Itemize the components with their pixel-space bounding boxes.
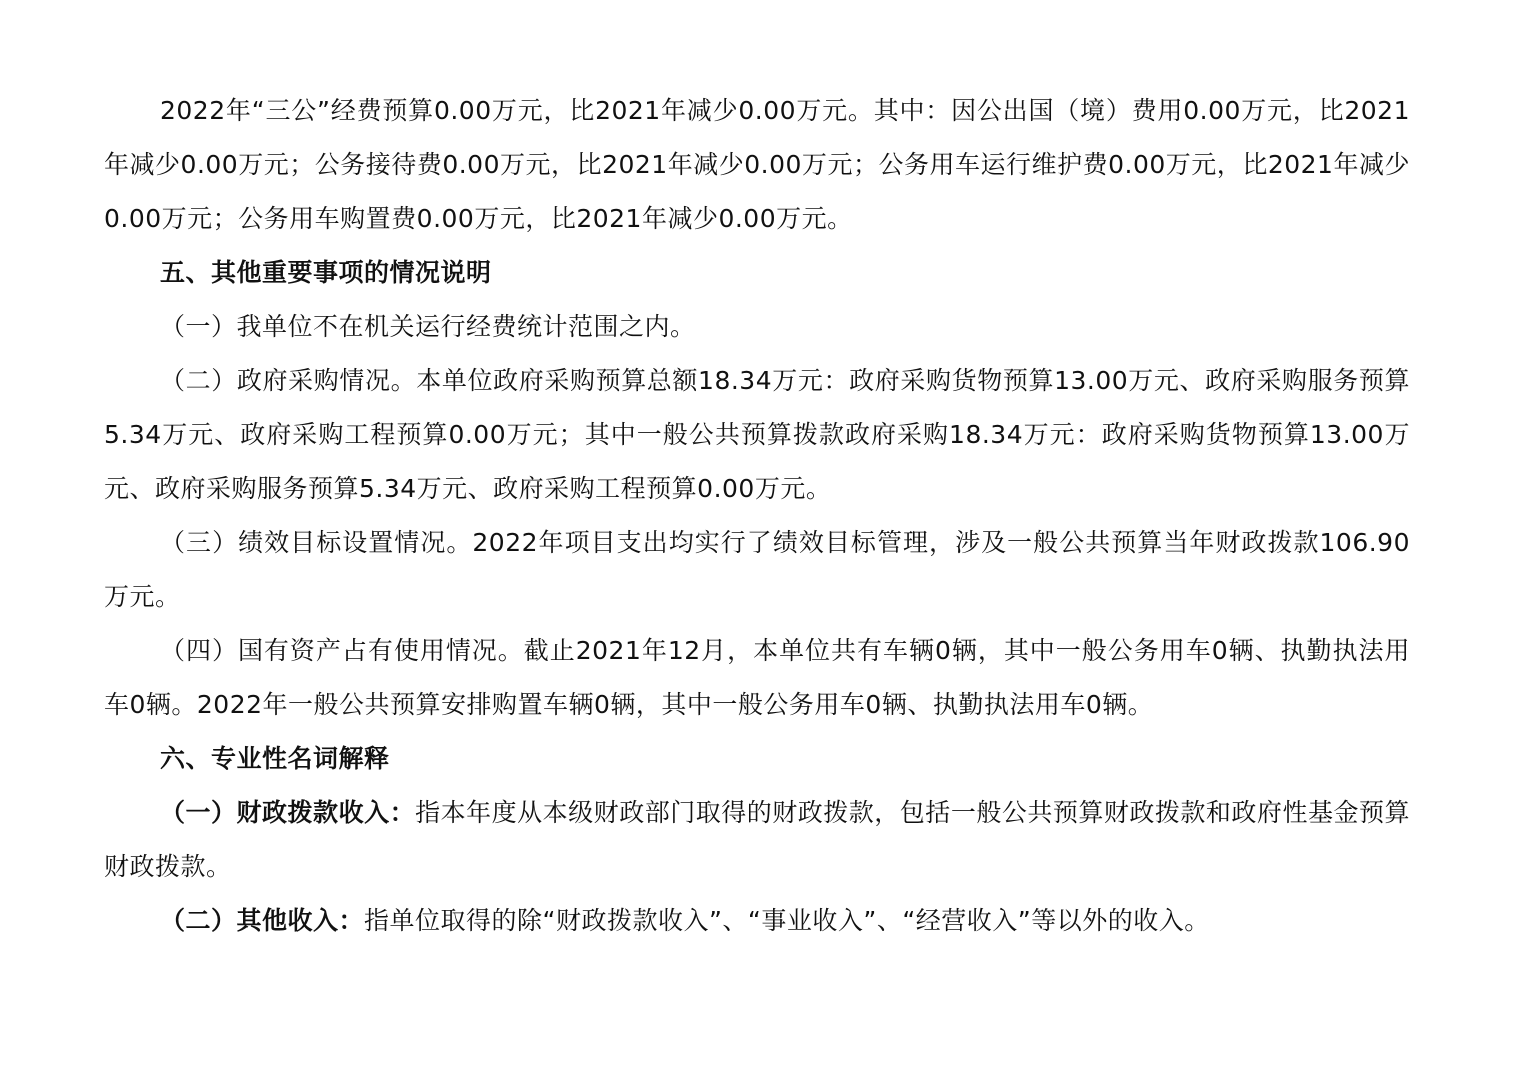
section-heading-6: 六、专业性名词解释 — [160, 744, 390, 773]
term-label: （二）其他收入： — [160, 906, 365, 935]
term-definition-other-income — [104, 894, 1410, 948]
term-label: （一）财政拨款收入： — [160, 798, 416, 827]
three-public-expenses-paragraph: 2022年“三公”经费预算0.00万元，比2021年减少0.00万元。其中：因公出国（境）费用0.00万元，比2021年减少0.00万元；公务接待费0.00万元，比2021年减少0.00万元；公务用车运行维护费0.00万元，比2021年减少0.00万元；公务用车购置费0.00万元，比2021年减少0.00万元。 — [104, 96, 1410, 233]
section-heading-5: 五、其他重要事项的情况说明 — [160, 258, 492, 287]
procurement-paragraph: （二）政府采购情况。本单位政府采购预算总额18.34万元：政府采购货物预算13.00万元、政府采购服务预算5.34万元、政府采购工程预算0.00万元；其中一般公共预算拨款政府采购18.34万元：政府采购货物预算13.00万元、政府采购服务预算5.34万元、政府采购工程预算0.00万元。 — [104, 366, 1410, 503]
term-text: 指单位取得的除“财政拨款收入”、“事业收入”、“经营收入”等以外的收入。 — [364, 906, 1210, 935]
term-text: 指本年度从本级财政部门取得的财政拨款，包括一般公共预算财政拨款和政府性基金预算财政拨款。 — [104, 798, 1410, 881]
state-assets-paragraph: （四）国有资产占有使用情况。截止2021年12月，本单位共有车辆0辆，其中一般公务用车0辆、执勤执法用车0辆。2022年一般公共预算安排购置车辆0辆，其中一般公务用车0辆、执勤执法用车0辆。 — [104, 636, 1410, 719]
document-body — [104, 84, 1410, 948]
operating-expenses-paragraph: （一）我单位不在机关运行经费统计范围之内。 — [160, 312, 696, 341]
performance-goals-paragraph: （三）绩效目标设置情况。2022年项目支出均实行了绩效目标管理，涉及一般公共预算当年财政拨款106.90万元。 — [104, 528, 1410, 611]
term-definition-fiscal-appropriation — [104, 786, 1410, 894]
